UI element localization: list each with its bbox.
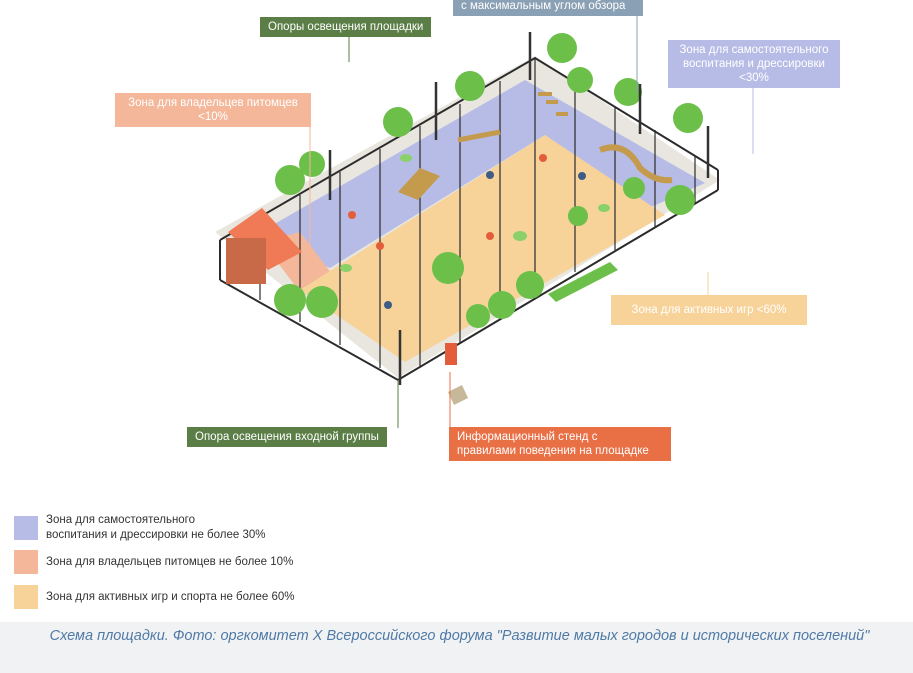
training-zone-line2: воспитания и дрессировки	[683, 58, 825, 70]
info-stand-callout	[449, 427, 671, 461]
entrance-lighting-callout	[187, 427, 387, 447]
legend-owners-text: Зона для владельцев питомцев не более 10%	[46, 555, 294, 568]
lighting-poles-callout	[260, 17, 431, 37]
photo-caption: Схема площадки. Фото: оргкомитет X Всероссийского форума "Развитие малых городов и исторических поселений"	[49, 628, 870, 644]
training-zone-line1: Зона для самостоятельного	[679, 44, 829, 56]
legend-swatch-active	[14, 585, 38, 609]
legend-training-line2: воспитания и дрессировки не более 30%	[46, 529, 266, 541]
training-zone-callout	[668, 40, 840, 88]
legend-swatch-training	[14, 516, 38, 540]
active-zone-callout	[611, 295, 807, 325]
training-zone-line3: <30%	[739, 72, 769, 84]
info-stand	[445, 343, 457, 365]
view-angle-text: с максимальным углом обзора	[461, 0, 626, 12]
owners-zone-line2: <10%	[198, 111, 228, 123]
owners-zone-callout	[115, 93, 311, 127]
legend-swatch-owners	[14, 550, 38, 574]
active-zone-text: Зона для активных игр <60%	[631, 304, 787, 316]
info-stand-line1: Информационный стенд с	[457, 431, 598, 443]
legend-item-training	[14, 513, 266, 543]
legend-item-owners	[14, 550, 293, 574]
view-angle-callout	[453, 0, 643, 16]
info-stand-line2: правилами поведения на площадке	[457, 445, 649, 457]
photo-caption-bar	[0, 622, 913, 673]
lighting-poles-text: Опоры освещения площадки	[268, 21, 424, 33]
owners-zone-line1: Зона для владельцев питомцев	[128, 97, 298, 109]
entrance-bench	[448, 385, 468, 405]
entrance-lighting-text: Опора освещения входной группы	[195, 431, 379, 443]
owners-shelter-wall	[226, 238, 266, 284]
legend-active-text: Зона для активных игр и спорта не более 60%	[46, 590, 295, 603]
legend-item-active	[14, 585, 295, 609]
legend-training-line1: Зона для самостоятельного	[46, 514, 196, 526]
